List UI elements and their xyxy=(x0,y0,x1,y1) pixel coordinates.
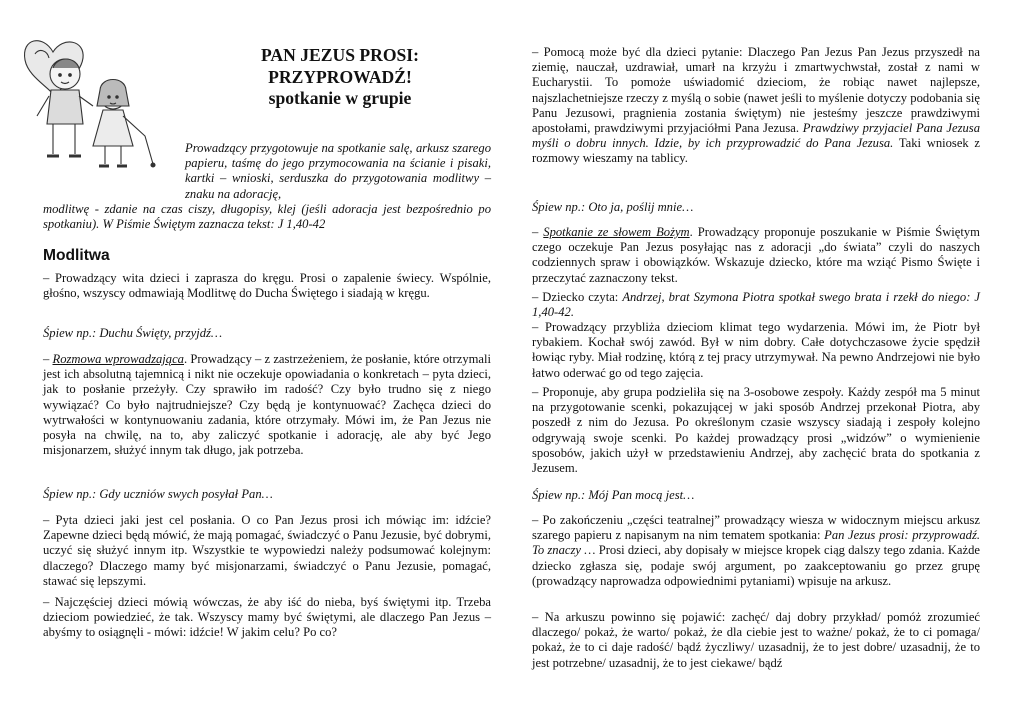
page-title xyxy=(205,45,475,110)
title-line-1: PAN JEZUS PROSI: xyxy=(260,45,420,65)
left-paragraph-4 xyxy=(43,595,491,641)
right-p1-italic: Prawdziwy przyjaciel Pana Jezusa myśli o dobru innych. Idzie, by ich przyprowadzić do Pana Jezusa. xyxy=(532,121,980,151)
left-song-2 xyxy=(43,487,491,502)
title-line-3: spotkanie w grupie xyxy=(268,88,412,108)
right-p6-italic: Pan Jezus prosi: przyprowadź. To znaczy … xyxy=(532,528,980,558)
right-paragraph-3 xyxy=(532,290,980,320)
left-p1-text: – Prowadzący wita dzieci i zaprasza do kręgu. Prosi o zapalenie świecy. Wspólnie, głośno, wszyscy odmawiają Modlitwę do Ducha Świętego i siadają w kręgu. xyxy=(43,271,491,301)
right-paragraph-2: – Spotkanie ze słowem Bożym. Prowadzący proponuje poszukanie w Piśmie Świętym czego oczekuje Pan Jezus posyłając nas z adoracji „do świata” czyli do naszych codziennych spraw i obowiązków. Wskazuje dziecko, które ma wziąć Pismo Święte i przeczytać zaznaczony tekst. xyxy=(532,225,980,285)
intro-text-2: modlitwę - zdanie na czas ciszy, długopisy, klej (jeśli adoracja jest bezpośrednio po spotkaniu). W Piśmie Świętym zaznacza tekst: J 1,40-42 xyxy=(43,201,491,232)
left-p2-text: . Prowadzący – z zastrzeżeniem, że posłanie, które otrzymali jest ich absolutną tajemnicą i nikt nie oczekuje opowiadania o konkretach – pyta dzieci, jak to posłanie przeżyły. Czy sprawiło im radość? Czy było trudno się z niego wywiązać? Co było najtrudniejsze? Czy będą je kontynuować? Zachęca dzieci do wytrwałości w kontynuowaniu zadania, które otrzymały. Mówi im, że Pan Jezus nie posyła na chwilę, na to, aby zaliczyć spotkanie i adorację, ale aby być Jego misjonarzem, służyć innym tak długo, jak potrzeba. xyxy=(43,352,491,458)
right-p2-lead: Spotkanie ze słowem Bożym xyxy=(543,225,690,239)
right-p3-text: – Dziecko czyta: xyxy=(532,290,623,304)
right-p6-text: – Po zakończeniu „części teatralnej” prowadzący wiesza w widocznym miejscu arkusz szarego papieru z napisanym na nim tematem spotkania: xyxy=(532,513,980,543)
title-line-2: PRZYPROWADŹ! xyxy=(268,66,412,87)
left-song-1 xyxy=(43,326,491,341)
left-paragraph-3 xyxy=(43,513,491,589)
left-paragraph-1 xyxy=(43,271,491,301)
right-p1-end: Taki wniosek z rozmowy wieszamy na tablicy. xyxy=(532,136,981,166)
right-song1-text: Śpiew np.: Oto ja, poślij mnie… xyxy=(532,200,694,214)
right-p1-text: – Pomocą może być dla dzieci pytanie: Dlaczego Pan Jezus Pan Jezus przyszedł na ziemię, nauczał, uzdrawiał, umarł na krzyżu i zmartwychwstał, został z nami w Eucharystii. To pomoże uświadomić dzieciom, że robiąc nawet najlepsze, najszlachetniejsze rzeczy z myślą o sobie (nawet jeśli to myślenie dotyczy podobania się Panu Jezusowi, pragnienia zostania świętym) nie jesteśmy jeszcze prawdziwymi apostołami, prawdziwymi przyjaciółmi Pana Jezusa. xyxy=(532,45,980,136)
right-song-2 xyxy=(532,488,980,503)
right-p3-italic: Andrzej, brat Szymona Piotra spotkał swego brata i rzekł do niego: J 1,40-42. xyxy=(532,290,981,320)
left-p4-text: – Najczęściej dzieci mówią wówczas, że aby iść do nieba, byś świętymi itp. Trzeba dzieciom powiedzieć, że tak. Wszyscy mamy być świętymi, ale dlaczego Pan Jezus – abyśmy to osiągnęli - mówi: idźcie! W jakim celu? Po co? xyxy=(43,595,491,640)
left-song2-text: Śpiew np.: Gdy uczniów swych posyłał Pan… xyxy=(43,487,273,501)
right-paragraph-4 xyxy=(532,320,980,381)
left-p3-text: – Pyta dzieci jaki jest cel posłania. O co Pan Jezus prosi ich mówiąc im: idźcie? Zapewne dzieci będą mówić, że mają pomagać, świadczyć o Panu Jezusie, być dobrymi, uczyć się służyć innym itp. Wszystkie te wypowiedzi należy podsumować kolejnym: dlaczego? Dlaczego mamy być misjonarzami, świadczyć o Panu Jezusie, pomagać, stawać się lepszymi. xyxy=(43,513,491,588)
left-p2-lead: Rozmowa wprowadzająca xyxy=(52,352,184,366)
intro-paragraph xyxy=(43,141,491,232)
right-paragraph-1 xyxy=(532,45,980,167)
right-song-1 xyxy=(532,200,980,215)
right-paragraph-6 xyxy=(532,513,980,589)
left-song1-text: Śpiew np.: Duchu Święty, przyjdź… xyxy=(43,326,223,340)
right-p7-text: – Na arkuszu powinno się pojawić: zachęć/ daj dobry przykład/ pomóż zrozumieć dlaczego/ pokaż, że warto/ pokaż, że dla ciebie jest to ważne/ pokaż, że to ci pomaga/ pokaż, że to ci daje radość/ bądź życzliwy/ uzasadnij, że to jest dobre/ uzasadnij, że to jest potrzebne/ uzasadnij, że to jest ciekawe/ bądź xyxy=(532,610,980,670)
right-paragraph-5 xyxy=(532,385,980,476)
right-p6-end: Prosi dzieci, aby dopisały w miejsce kropek ciąg dalszy tego zdania. Każde dziecko zgłasza się, podaje swój argument, po zaakceptowaniu go przez grupę (prowadzący naprowadza odpowiednimi pytaniami) wpisuje na arkusz. xyxy=(532,543,981,588)
right-p5-text: – Proponuje, aby grupa podzieliła się na 3-osobowe zespoły. Każdy zespół ma 5 minut na przygotowanie scenki, pokazującej w jaki sposób Andrzej przekonał Piotra, aby poszedł z nim do Jezusa. Po określonym czasie wszyscy siadają i zespoły kolejno odgrywają swoje scenki. Po każdej prowadzący prosi „widzów” o wymienienie sposobów, jakich użył w przedstawieniu Andrzej, aby zachęcić brata do spotkania z Jezusem. xyxy=(532,385,980,476)
section-heading-modlitwa: Modlitwa xyxy=(43,247,110,264)
right-paragraph-7 xyxy=(532,610,980,671)
left-paragraph-2: – Rozmowa wprowadzająca. Prowadzący – z zastrzeżeniem, że posłanie, które otrzymali jest ich absolutną tajemnicą i nikt nie oczekuje opowiadania o konkretach – pyta dzieci, jak to posłanie przeżyły. Czy sprawiło im radość? Czy było trudno się z niego wywiązać? Co było najtrudniejsze? Czy będą je kontynuować? Zachęca dzieci do wytrwałości w kontynuowaniu zadania, które otrzymały. Mówi im, że Pan Jezus nie posyła na chwilę, na to, aby zaliczyć spotkanie i adorację, ale aby być Jego misjonarzem, służyć innym tak długo, jak potrzeba. xyxy=(43,352,491,458)
right-song2-text: Śpiew np.: Mój Pan mocą jest… xyxy=(532,488,695,502)
right-p4-text: – Prowadzący przybliża dzieciom klimat tego wydarzenia. Mówi im, że Piotr był rybakiem. Kochał swój zawód. Był w nim dobry. Całe dotychczasowe życie spędził łowiąc ryby. Miał rodzinę, którą z tej pracy utrzymywał. Na pewno Andrzejowi nie było łatwo oderwać go od tego zajęcia. xyxy=(532,320,980,380)
intro-text-1: Prowadzący przygotowuje na spotkanie salę, arkusz szarego papieru, taśmę do jego przymocowania na ścianie i pisaki, kartki – wnioski, serduszka do przygotowania modlitwy – znaku na adorację, xyxy=(185,141,491,201)
right-p2-text: . Prowadzący proponuje poszukanie w Piśmie Świętym czego oczekuje Pan Jezus posyłając nas z adoracji „do świata” czyli do naszych codziennych spraw i obowiązków. Wskazuje dziecko, które ma wziąć Pismo Święte i przeczytać zaznaczony tekst. xyxy=(532,225,980,285)
